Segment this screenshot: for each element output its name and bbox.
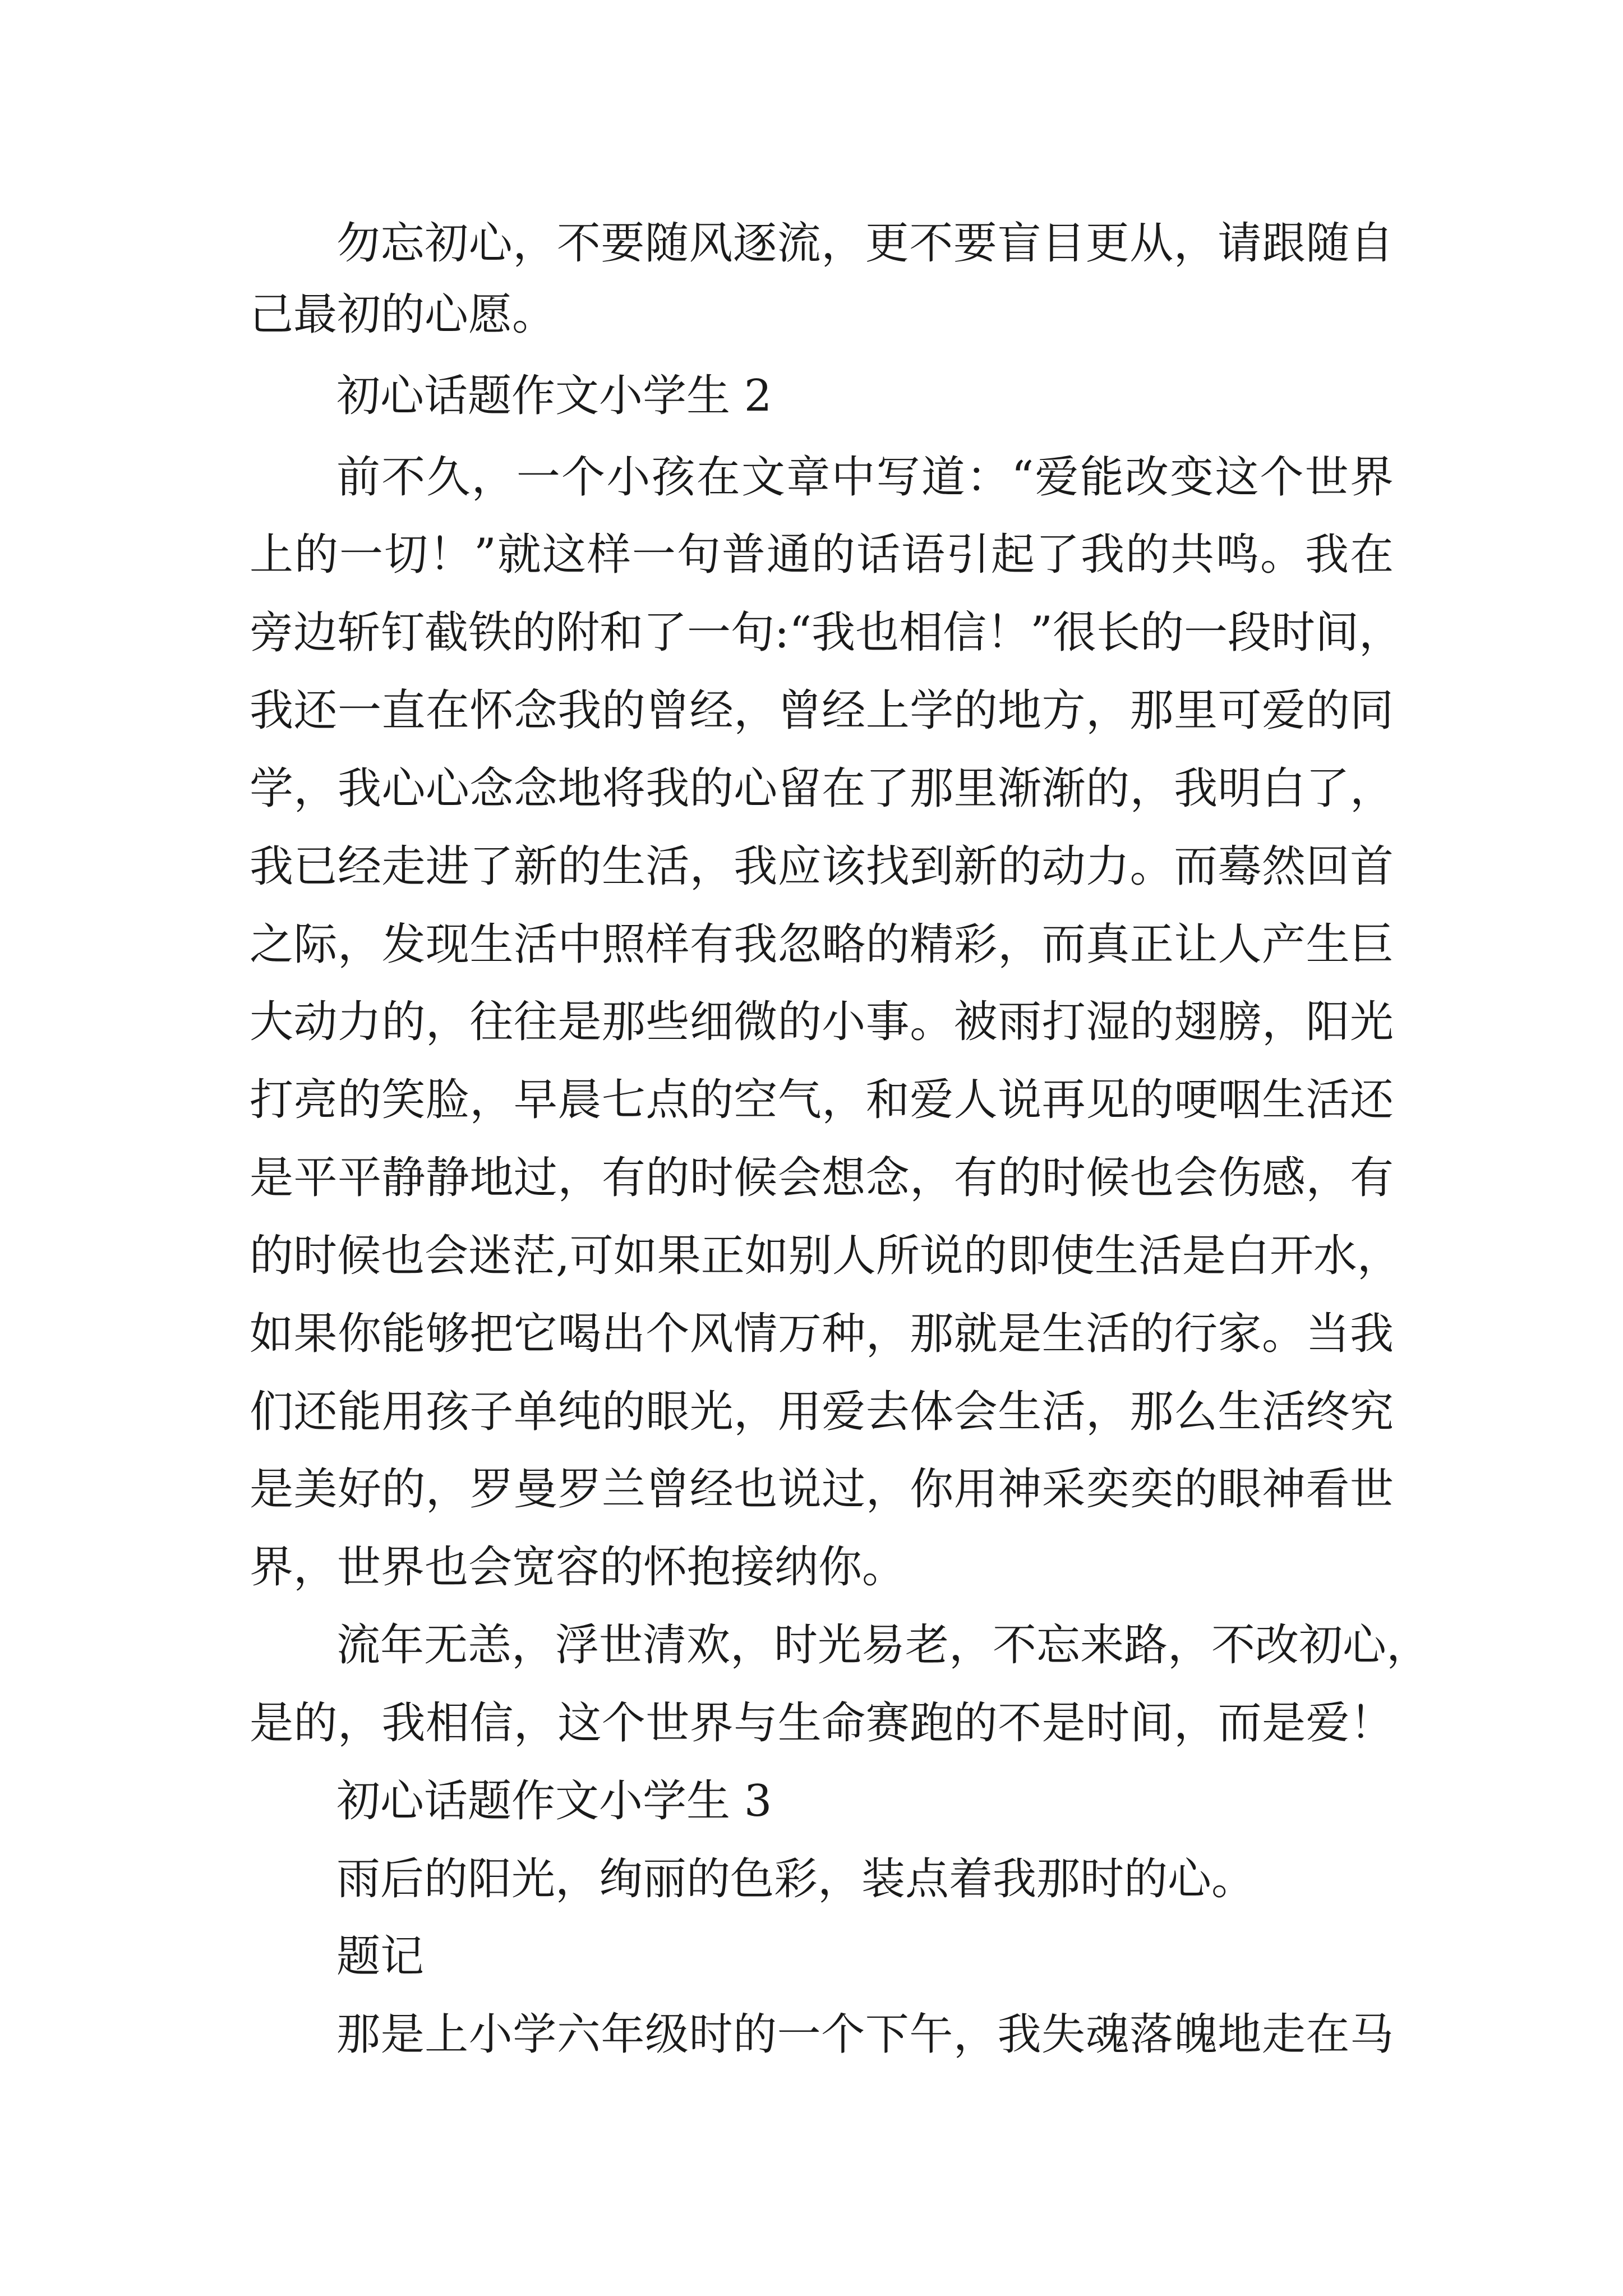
paragraph-line: 的时候也会迷茫,可如果正如别人所说的即使生活是白开水，: [250, 1231, 1401, 1281]
section-heading: 初心话题作文小学生 2: [336, 371, 772, 421]
paragraph-line: 我已经走进了新的生活，我应该找到新的动力。而蓦然回首: [250, 841, 1394, 892]
paragraph-line: 题记: [336, 1931, 425, 1982]
paragraph-line: 我还一直在怀念我的曾经，曾经上学的地方，那里可爱的同: [250, 685, 1394, 736]
paragraph-line: 界，世界也会宽容的怀抱接纳你。: [250, 1542, 906, 1593]
paragraph-line: 如果你能够把它喝出个风情万种，那就是生活的行家。当我: [250, 1309, 1394, 1359]
paragraph-line: 是的，我相信，这个世界与生命赛跑的不是时间，而是爱！: [250, 1698, 1394, 1749]
paragraph-line: 上的一切！”就这样一句普通的话语引起了我的共鸣。我在: [250, 530, 1394, 580]
paragraph-line: 学，我心心念念地将我的心留在了那里渐渐的，我明白了，: [250, 763, 1394, 814]
paragraph-line: 雨后的阳光，绚丽的色彩，装点着我那时的心。: [336, 1854, 1256, 1904]
paragraph-line: 己最初的心愿。: [250, 289, 556, 340]
paragraph-line: 大动力的，往往是那些细微的小事。被雨打湿的翅膀，阳光: [250, 997, 1394, 1047]
section-heading: 初心话题作文小学生 3: [336, 1776, 772, 1826]
paragraph-line: 是平平静静地过，有的时候会想念，有的时候也会伤感，有: [250, 1153, 1394, 1203]
paragraph-line: 之际，发现生活中照样有我忽略的精彩，而真正让人产生巨: [250, 919, 1394, 970]
paragraph-line: 们还能用孩子单纯的眼光，用爱去体会生活，那么生活终究: [250, 1387, 1394, 1437]
paragraph-line: 打亮的笑脸，早晨七点的空气，和爱人说再见的哽咽生活还: [250, 1075, 1394, 1125]
paragraph-line: 流年无恙，浮世清欢，时光易老，不忘来路，不改初心，: [336, 1620, 1431, 1671]
paragraph-line: 前不久，一个小孩在文章中写道：“爱能改变这个世界: [336, 452, 1394, 503]
paragraph-line: 勿忘初心，不要随风逐流，更不要盲目更从，请跟随自: [336, 218, 1394, 269]
paragraph-line: 旁边斩钉截铁的附和了一句:“我也相信！”很长的一段时间，: [250, 608, 1403, 658]
paragraph-line: 是美好的，罗曼罗兰曾经也说过，你用神采奕奕的眼神看世: [250, 1464, 1394, 1515]
paragraph-line: 那是上小学六年级时的一个下午，我失魂落魄地走在马: [336, 2009, 1394, 2060]
